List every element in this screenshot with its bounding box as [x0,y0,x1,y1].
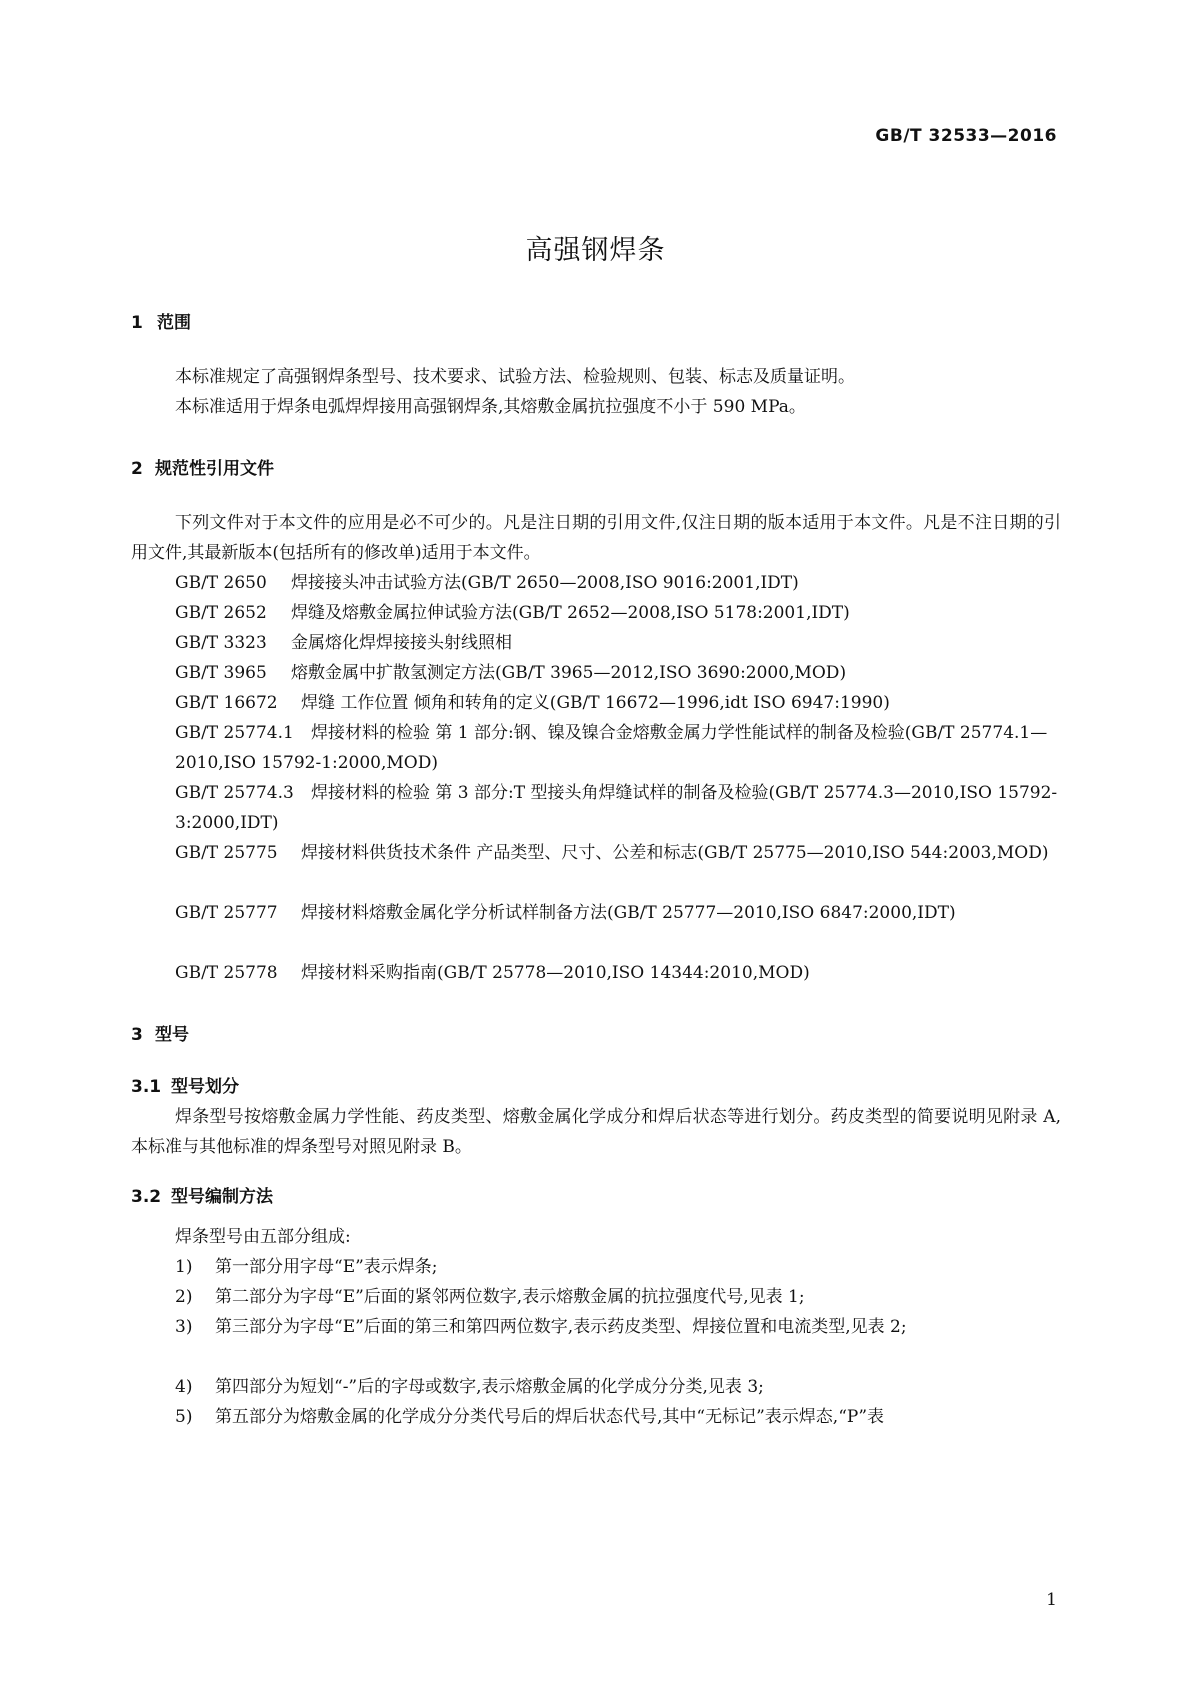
reference-text: 焊缝 工作位置 倾角和转角的定义(GB/T 16672—1996,idt ISO 6947:1990) [301,693,890,713]
reference-code: GB/T 25778 [175,963,278,983]
reference-text: 金属熔化焊焊接接头射线照相 [291,633,512,653]
reference-text: 焊接材料采购指南(GB/T 25778—2010,ISO 14344:2010,MOD) [301,963,810,983]
reference-item [175,838,1061,868]
section-title: 规范性引用文件 [155,459,274,479]
reference-text: 熔敷金属中扩散氢测定方法(GB/T 3965—2012,ISO 3690:2000,MOD) [291,663,847,683]
reference-text: 焊接接头冲击试验方法(GB/T 2650—2008,ISO 9016:2001,IDT) [291,573,799,593]
list-text: 第二部分为字母“E”后面的紧邻两位数字,表示熔敷金属的抗拉强度代号,见表 1; [215,1287,805,1307]
list-number: 2) [175,1287,193,1307]
section-3-2-heading [131,1182,273,1207]
list-text: 第四部分为短划“-”后的字母或数字,表示熔敷金属的化学成分分类,见表 3; [215,1377,764,1397]
reference-code: GB/T 25774.3 [175,783,294,803]
reference-code: GB/T 2652 [175,603,267,623]
section-3-1-heading [131,1072,239,1097]
reference-item [175,898,1061,928]
reference-item [175,778,1061,838]
list-number: 5) [175,1407,193,1427]
reference-code: GB/T 3323 [175,633,267,653]
section-title: 范围 [157,313,191,333]
reference-item [175,718,1061,778]
reference-text: 焊接材料的检验 第 1 部分:钢、镍及镍合金熔敷金属力学性能试样的制备及检验(GB/T 25774.1—2010,ISO 15792-1:2000,MOD) [175,723,1048,773]
list-number: 3) [175,1317,193,1337]
reference-code: GB/T 3965 [175,663,267,683]
reference-code: GB/T 25774.1 [175,723,294,743]
reference-item [175,598,1061,628]
reference-text: 焊缝及熔敷金属拉伸试验方法(GB/T 2652—2008,ISO 5178:2001,IDT) [291,603,850,623]
list-item [175,1312,1061,1342]
composition-intro: 焊条型号由五部分组成: [175,1227,351,1247]
reference-item [175,568,1061,598]
list-item [175,1252,1061,1282]
page-number: 1 [1046,1590,1057,1610]
section-title: 型号编制方法 [171,1187,273,1207]
section-3-heading [131,1020,189,1045]
section-title: 型号划分 [171,1077,239,1097]
reference-code: GB/T 25775 [175,843,278,863]
list-text: 第一部分用字母“E”表示焊条; [215,1257,438,1277]
section-number: 3 [131,1025,143,1045]
list-item [175,1372,1061,1402]
reference-code: GB/T 16672 [175,693,278,713]
section-number: 1 [131,313,143,333]
reference-text: 焊接材料熔敷金属化学分析试样制备方法(GB/T 25777—2010,ISO 6847:2000,IDT) [301,903,956,923]
scope-paragraph-1: 本标准规定了高强钢焊条型号、技术要求、试验方法、检验规则、包装、标志及质量证明。 [175,367,855,387]
reference-code: GB/T 25777 [175,903,278,923]
section-number: 3.1 [131,1077,162,1097]
list-text: 第五部分为熔敷金属的化学成分分类代号后的焊后状态代号,其中“无标记”表示焊态,“P”表 [215,1407,885,1427]
list-text: 第三部分为字母“E”后面的第三和第四两位数字,表示药皮类型、焊接位置和电流类型,见表 2; [215,1317,907,1337]
references-intro: 下列文件对于本文件的应用是必不可少的。凡是注日期的引用文件,仅注日期的版本适用于本文件。凡是不注日期的引用文件,其最新版本(包括所有的修改单)适用于本文件。 [131,513,1061,563]
division-paragraph: 焊条型号按熔敷金属力学性能、药皮类型、熔敷金属化学成分和焊后状态等进行划分。药皮类型的简要说明见附录 A,本标准与其他标准的焊条型号对照见附录 B。 [131,1107,1061,1157]
list-item [175,1402,1061,1432]
section-title: 型号 [155,1025,189,1045]
list-number: 1) [175,1257,193,1277]
reference-text: 焊接材料供货技术条件 产品类型、尺寸、公差和标志(GB/T 25775—2010,ISO 544:2003,MOD) [301,843,1049,863]
scope-paragraph-2: 本标准适用于焊条电弧焊焊接用高强钢焊条,其熔敷金属抗拉强度不小于 590 MPa。 [175,397,806,417]
reference-code: GB/T 2650 [175,573,267,593]
reference-text: 焊接材料的检验 第 3 部分:T 型接头角焊缝试样的制备及检验(GB/T 25774.3—2010,ISO 15792-3:2000,IDT) [175,783,1058,833]
reference-item [175,688,1061,718]
reference-item [175,958,1061,988]
section-number: 3.2 [131,1187,162,1207]
section-2-heading [131,454,274,479]
section-1-heading [131,308,191,333]
document-title: 高强钢焊条 [525,235,666,266]
reference-item [175,628,1061,658]
standard-code: GB/T 32533—2016 [875,126,1057,146]
list-item [175,1282,1061,1312]
reference-item [175,658,1061,688]
section-number: 2 [131,459,143,479]
list-number: 4) [175,1377,193,1397]
